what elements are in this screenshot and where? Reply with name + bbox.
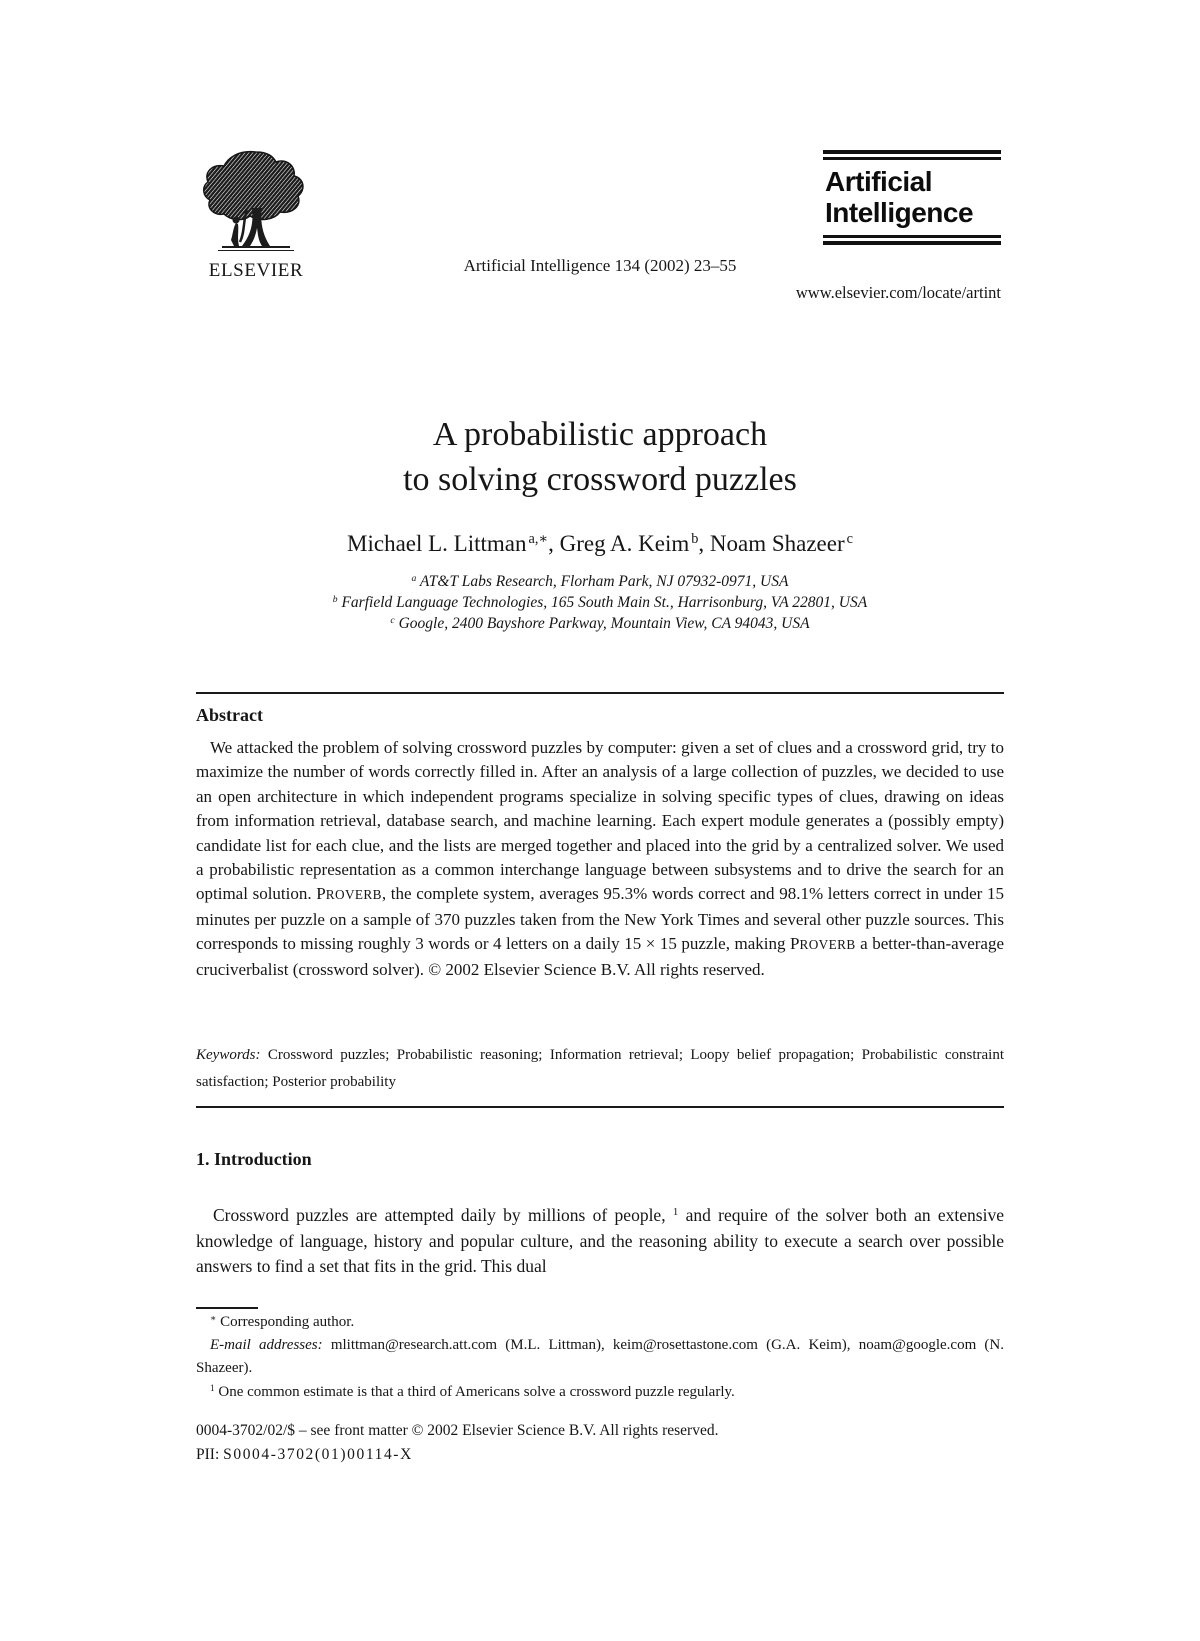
journal-name-line1: Artificial (825, 166, 933, 197)
paper-title (0, 412, 1200, 502)
pii-line (196, 1443, 1004, 1467)
footnote-1-marker: 1 (210, 1383, 215, 1394)
footnote-1-text: One common estimate is that a third of Americans solve a crossword puzzle regularly. (218, 1383, 735, 1400)
imprint-block (196, 1419, 1004, 1467)
footnote-corresponding-text: Corresponding author. (220, 1314, 355, 1330)
email-addresses-label: E-mail addresses: (210, 1337, 323, 1354)
footnote-corresponding-author (196, 1311, 1004, 1334)
footnote-divider (196, 1307, 258, 1309)
affiliation-text: Google, 2400 Bayshore Parkway, Mountain View, CA 94043, USA (394, 615, 810, 632)
asterisk-marker: ∗ (210, 1313, 217, 1324)
affiliation-text: AT&T Labs Research, Florham Park, NJ 07932-0971, USA (416, 573, 789, 590)
divider-above-abstract (196, 692, 1004, 694)
journal-name-line2: Intelligence (825, 197, 974, 228)
paper-title-line1: A probabilistic approach (432, 416, 768, 453)
author-name: Greg A. Keim (559, 531, 690, 556)
author-affiliation-marker: a,∗ (528, 531, 549, 548)
author-name: Michael L. Littman (347, 531, 527, 556)
journal-name (823, 160, 1001, 235)
intro-paragraph (196, 1203, 1004, 1280)
journal-reference: Artificial Intelligence 134 (2002) 23–55 (463, 256, 737, 275)
affiliations (0, 571, 1200, 634)
keywords-label: Keywords: (196, 1047, 261, 1063)
affiliation-marker: c (390, 614, 395, 626)
footnote-email-addresses (196, 1334, 1004, 1380)
email-addresses-text: mlittman@research.att.com (M.L. Littman), keim@rosettastone.com (G.A. Keim), noam@google.com (N. Shazeer). (196, 1337, 1005, 1377)
affiliation-text: Farfield Language Technologies, 165 South Main St., Harrisonburg, VA 22801, USA (337, 594, 868, 611)
footnote-1 (196, 1381, 1004, 1404)
author-affiliation-marker: c (846, 531, 853, 548)
journal-logo-rule-bottom (823, 235, 1001, 245)
affiliation-marker: a (411, 572, 417, 584)
journal-url: www.elsevier.com/locate/artint (795, 283, 1001, 302)
pii-value: S0004-3702(01)00114-X (223, 1446, 413, 1463)
front-matter-line: 0004-3702/02/$ – see front matter © 2002 Elsevier Science B.V. All rights reserved. (196, 1422, 719, 1439)
pii-label: PII: (196, 1446, 220, 1463)
authors-line: Michael L. Littman $^{a,∗}$, Greg A. Keim $^b$, Noam Shazeer $^c$ (347, 531, 853, 556)
abstract-text: We attacked the problem of solving crossword puzzles by computer: given a set of clues and a crossword grid, try to maximize the number of words correctly filled in. After an analysis of a large collection of puzzles, we decided to use an open architecture in which independent programs specialize in solving specific types of clues, drawing on ideas from information retrieval, database search, and machine learning. Each expert module generates a (possibly empty) candidate list for each clue, and the lists are merged together and placed into the grid by a centralized solver. We used a probabilistic representation as a common interchange language between subsystems and to drive the search for an optimal solution. PROVERB, the complete system, averages 95.3% words correct and 98.1% letters correct in under 15 minutes per puzzle on a sample of 370 puzzles taken from the New York Times and several other puzzle sources. This corresponds to missing roughly 3 words or 4 letters on a daily 15 × 15 puzzle, making PROVERB a better-than-average cruciverbalist (crossword solver). © 2002 Elsevier Science B.V. All rights reserved. (196, 738, 1004, 979)
affiliation-item (0, 613, 1200, 634)
paper-title-line2: to solving crossword puzzles (403, 461, 797, 498)
elsevier-tree-icon (200, 150, 312, 254)
footnotes-block (196, 1311, 1004, 1404)
section-heading-introduction: 1. Introduction (196, 1149, 312, 1169)
journal-logo-block (795, 150, 1001, 302)
divider-below-keywords (196, 1106, 1004, 1108)
keywords-block (196, 1042, 1004, 1095)
keywords-text: Crossword puzzles; Probabilistic reasoning; Information retrieval; Loopy belief propagation; Probabilistic constraint satisfaction; Posterior probability (196, 1047, 1005, 1090)
affiliation-item (0, 571, 1200, 592)
affiliation-marker: b (332, 593, 338, 605)
author-affiliation-marker: b (691, 531, 699, 548)
affiliation-item (0, 592, 1200, 613)
journal-logo-rule-top (823, 150, 1001, 160)
intro-text-before-footnote: Crossword puzzles are attempted daily by millions of people, (213, 1205, 673, 1225)
abstract-heading: Abstract (196, 705, 263, 725)
publisher-name: ELSEVIER (208, 260, 304, 281)
author-name: Noam Shazeer (709, 531, 845, 556)
intro-text-after-footnote: and require of the solver both an extensive knowledge of language, history and popular culture, and the reasoning ability to execute a search over possible answers to find a set that fits in the grid. This dual (196, 1205, 1004, 1276)
footnote-marker-1: 1 (672, 1206, 679, 1219)
